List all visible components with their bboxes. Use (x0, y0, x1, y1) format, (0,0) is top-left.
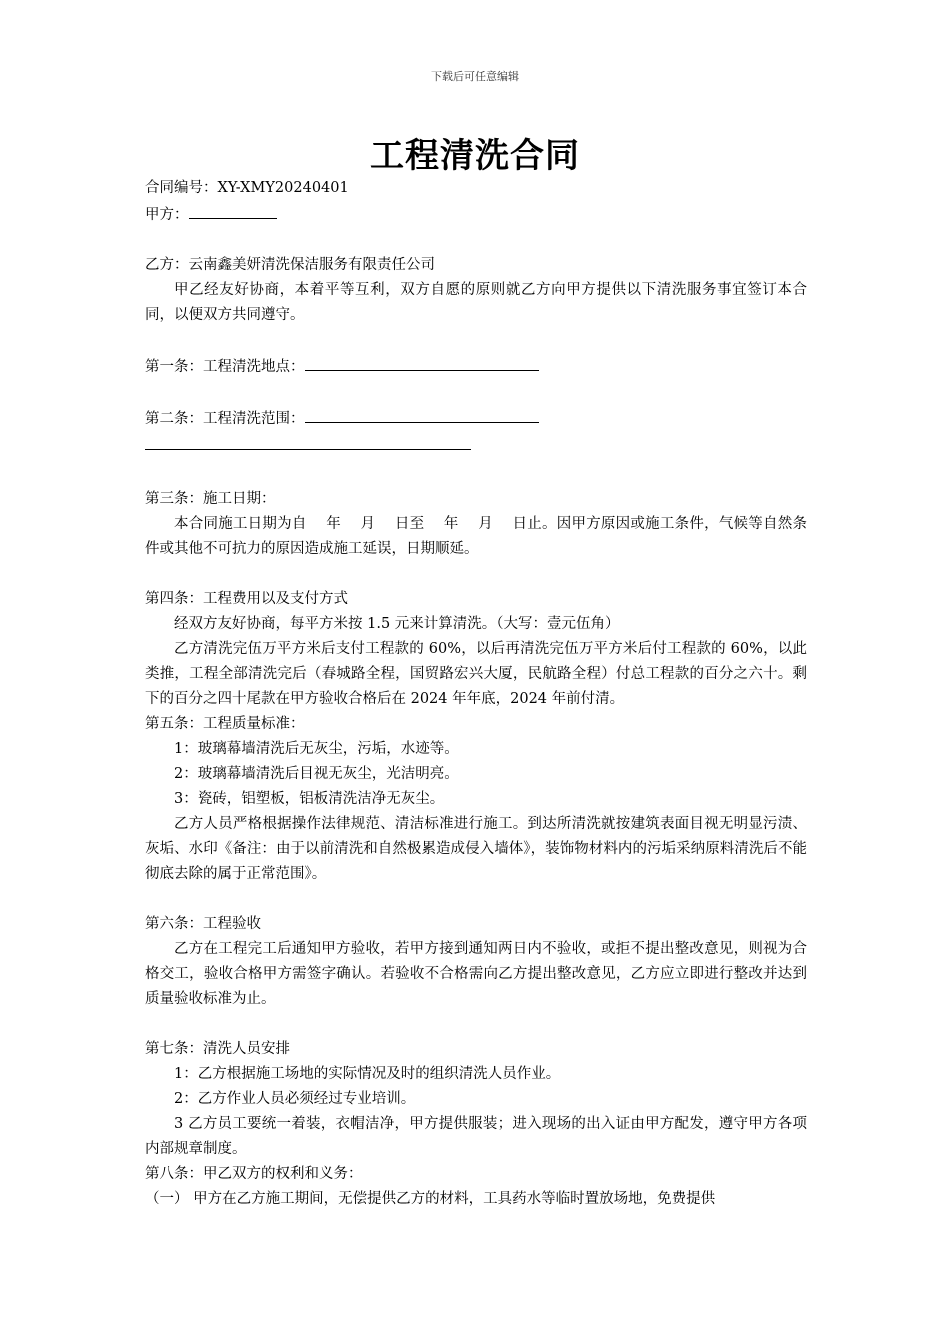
article-2-blank (305, 405, 539, 423)
article-3-title: 第三条：施工日期： (145, 491, 276, 507)
article-5-paragraph: 乙方人员严格根据操作法律规范、清洁标准进行施工。到达所清洗就按建筑表面目视无明显污渍、灰垢、水印《备注：由于以前清洗和自然极累造成侵入墙体》，装饰物材料内的污垢采纳原料清洗后不能彻底去除的属于正常范围》。 (145, 816, 807, 882)
party-a-line (145, 201, 807, 228)
party-a-blank (189, 201, 277, 219)
intro-paragraph: 甲乙经友好协商，本着平等互利，双方自愿的原则就乙方向甲方提供以下清洗服务事宜签订本合同，以便双方共同遵守。 (145, 282, 807, 323)
article-7-title: 第七条：清洗人员安排 (145, 1041, 290, 1057)
article-5-title: 第五条：工程质量标准： (145, 716, 305, 732)
article-5-item: 3：瓷砖，铝塑板，铝板清洗洁净无灰尘。 (174, 791, 445, 807)
article-1-blank (305, 353, 539, 371)
article-4-paragraph-2: 乙方清洗完伍万平方米后支付工程款的 60%，以后再清洗完伍万平方米后付工程款的 60%，以此类推，工程全部清洗完后（春城路全程，国贸路宏兴大厦，民航路全程）付总工程款的百分之六十。剩下的百分之四十尾款在甲方验收合格后在 2024 年年底，2024 年前付清。 (145, 641, 807, 707)
article-6-title: 第六条：工程验收 (145, 916, 261, 932)
article-7-item-3: 3 乙方员工要统一着装，衣帽洁净，甲方提供服装；进入现场的出入证由甲方配发，遵守甲方各项内部规章制度。 (145, 1116, 807, 1157)
party-b-line: 乙方：云南鑫美妍清洗保洁服务有限责任公司 (145, 257, 435, 273)
contract-body (145, 176, 807, 1212)
article-6-paragraph: 乙方在工程完工后通知甲方验收，若甲方接到通知两日内不验收，或拒不提出整改意见，则视为合格交工，验收合格甲方需签字确认。若验收不合格需向乙方提出整改意见，乙方应立即进行整改并达到质量验收标准为止。 (145, 941, 807, 1007)
header-note: 下载后可任意编辑 (431, 70, 519, 83)
contract-title: 工程清洗合同 (370, 136, 580, 176)
article-8-title: 第八条：甲乙双方的权利和义务： (145, 1166, 363, 1182)
party-a-label: 甲方： (145, 207, 189, 223)
article-7-item: 1：乙方根据施工场地的实际情况及时的组织清洗人员作业。 (174, 1066, 561, 1082)
article-7-item: 2：乙方作业人员必须经过专业培训。 (174, 1091, 416, 1107)
article-5-item: 2：玻璃幕墙清洗后目视无灰尘，光洁明亮。 (174, 766, 459, 782)
article-4-title: 第四条：工程费用以及支付方式 (145, 591, 348, 607)
article-8-paragraph-1: （一） 甲方在乙方施工期间，无偿提供乙方的材料，工具药水等临时置放场地，免费提供 (145, 1191, 716, 1207)
article-3-text: 本合同施工日期为自 年 月 日至 年 月 日止。因甲方原因或施工条件，气候等自然条件或其他不可抗力的原因造成施工延误，日期顺延。 (145, 516, 807, 557)
article-1 (145, 353, 807, 380)
article-2 (145, 405, 807, 432)
article-2-blank-continued (145, 432, 471, 450)
contract-number: 合同编号：XY-XMY20240401 (145, 180, 349, 196)
article-4-paragraph-1: 经双方友好协商，每平方米按 1.5 元来计算清洗。（大写：壹元伍角） (174, 616, 620, 632)
article-2-label: 第二条：工程清洗范围： (145, 411, 305, 427)
article-5-item: 1：玻璃幕墙清洗后无灰尘，污垢，水迹等。 (174, 741, 459, 757)
article-1-label: 第一条：工程清洗地点： (145, 359, 305, 375)
